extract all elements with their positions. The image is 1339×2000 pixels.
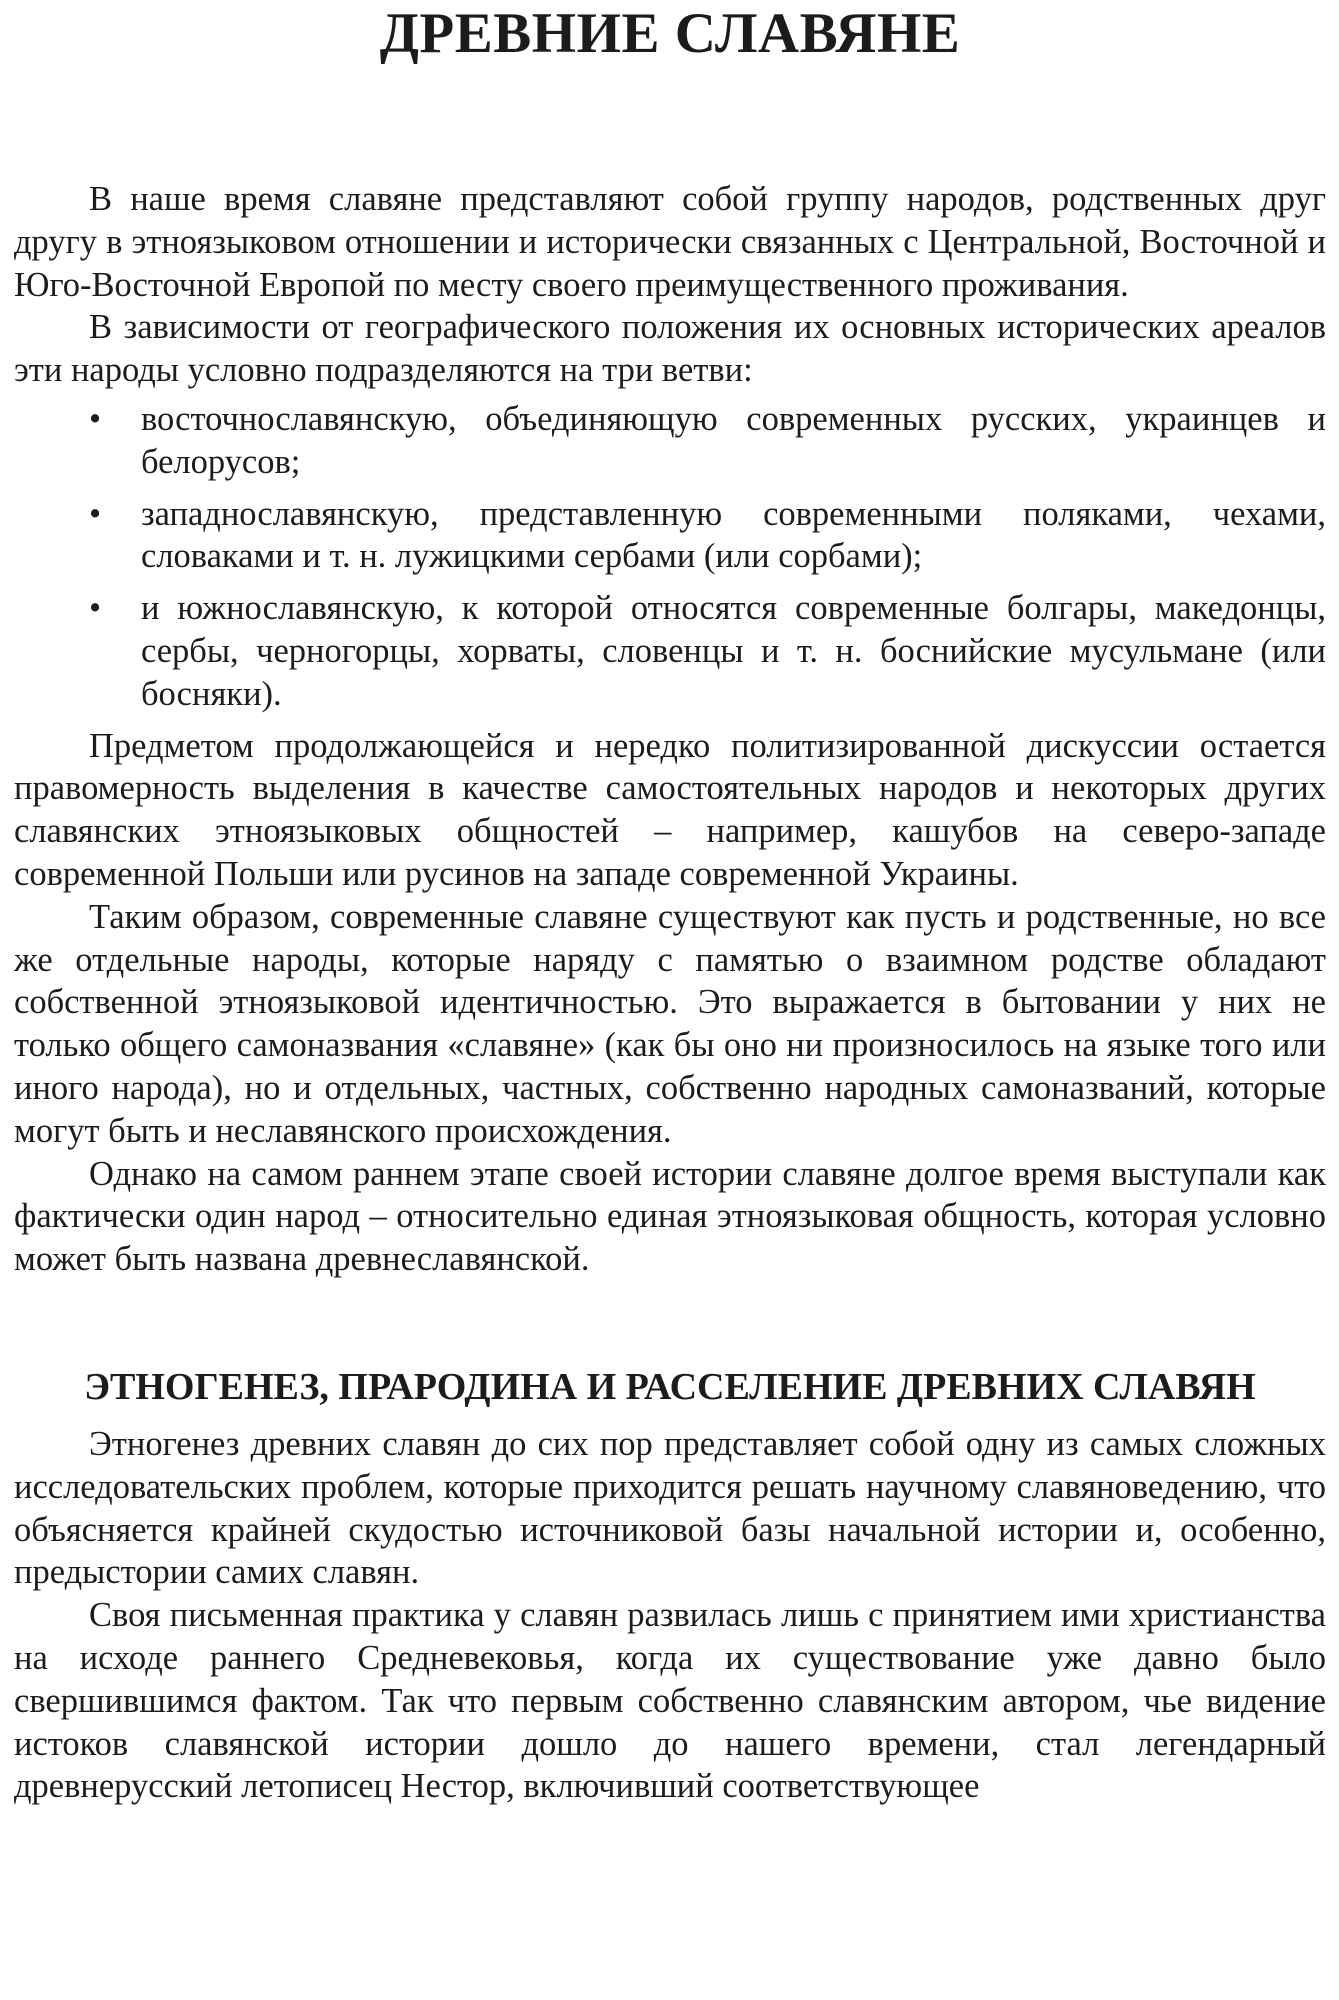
bullet-icon: •	[89, 589, 102, 628]
paragraph: Своя письменная практика у славян развилась лишь с принятием ими христианства на исходе раннего Средневековья, когда их существование уже давно было свершившимся фактом. Так что первым собственно славянским автором, чье видение истоков славянской истории дошло до нашего времени, стал легендарный древнерусский летописец Нестор, включивший соответствующее	[14, 1596, 1326, 1806]
chapter-title: ДРЕВНИЕ СЛАВЯНЕ	[379, 2, 961, 65]
paragraph: В зависимости от географического положения их основных исторических ареалов эти народы условно подразделяются на три ветви:	[14, 308, 1326, 390]
list-item-text: и южнославянскую, к которой относятся современные болгары, македонцы, сербы, черногорцы, хорваты, словенцы и т. н. боснийские мусульмане (или босняки).	[141, 589, 1326, 713]
list-item	[14, 398, 1326, 484]
slavic-branches-list	[14, 398, 1326, 716]
paragraph: Однако на самом раннем этапе своей истории славяне долгое время выступали как фактически один народ – относительно единая этноязыковая общность, которая условно может быть названа древнеславянской.	[14, 1154, 1326, 1279]
paragraph: В наше время славяне представляют собой группу народов, родственных друг другу в этноязыковом отношении и исторически связанных с Центральной, Восточной и Юго-Восточной Европой по месту своего преимущественного проживания.	[14, 180, 1326, 304]
bullet-icon: •	[89, 399, 102, 438]
list-item	[14, 587, 1326, 715]
list-item-text: восточнославянскую, объединяющую современных русских, украинцев и белорусов;	[141, 399, 1326, 481]
paragraph: Таким образом, современные славяне существуют как пусть и родственные, но все же отдельные народы, которые наряду с памятью о взаимном родстве обладают собственной этноязыковой идентичностью. Это выражается в бытовании у них не только общего самоназвания «славяне» (как бы оно ни произносилось на языке того или иного народа), но и отдельных, частных, собственно народных самоназваний, которые могут быть и неславянского происхождения.	[14, 897, 1326, 1150]
chapter-body	[14, 178, 1326, 1281]
book-page	[14, 0, 1326, 1808]
section-body	[14, 1423, 1326, 1808]
bullet-icon: •	[89, 494, 102, 533]
list-item-text: западнославянскую, представленную современными поляками, чехами, словаками и т. н. лужицкими сербами (или сорбами);	[141, 494, 1326, 576]
list-item	[14, 493, 1326, 579]
paragraph: Предметом продолжающейся и нередко политизированной дискуссии остается правомерность выделения в качестве самостоятельных народов и некоторых других славянских этноязыковых общностей – например, кашубов на северо-западе современной Польши или русинов на западе современной Украины.	[14, 726, 1326, 893]
paragraph: Этногенез древних славян до сих пор представляет собой одну из самых сложных исследовательских проблем, которые приходится решать научному славяноведению, что объясняется крайней скудостью источниковой базы начальной истории и, особенно, предыстории самих славян.	[14, 1424, 1326, 1592]
section-title: ЭТНОГЕНЕЗ, ПРАРОДИНА И РАССЕЛЕНИЕ ДРЕВНИХ СЛАВЯН	[84, 1365, 1256, 1408]
